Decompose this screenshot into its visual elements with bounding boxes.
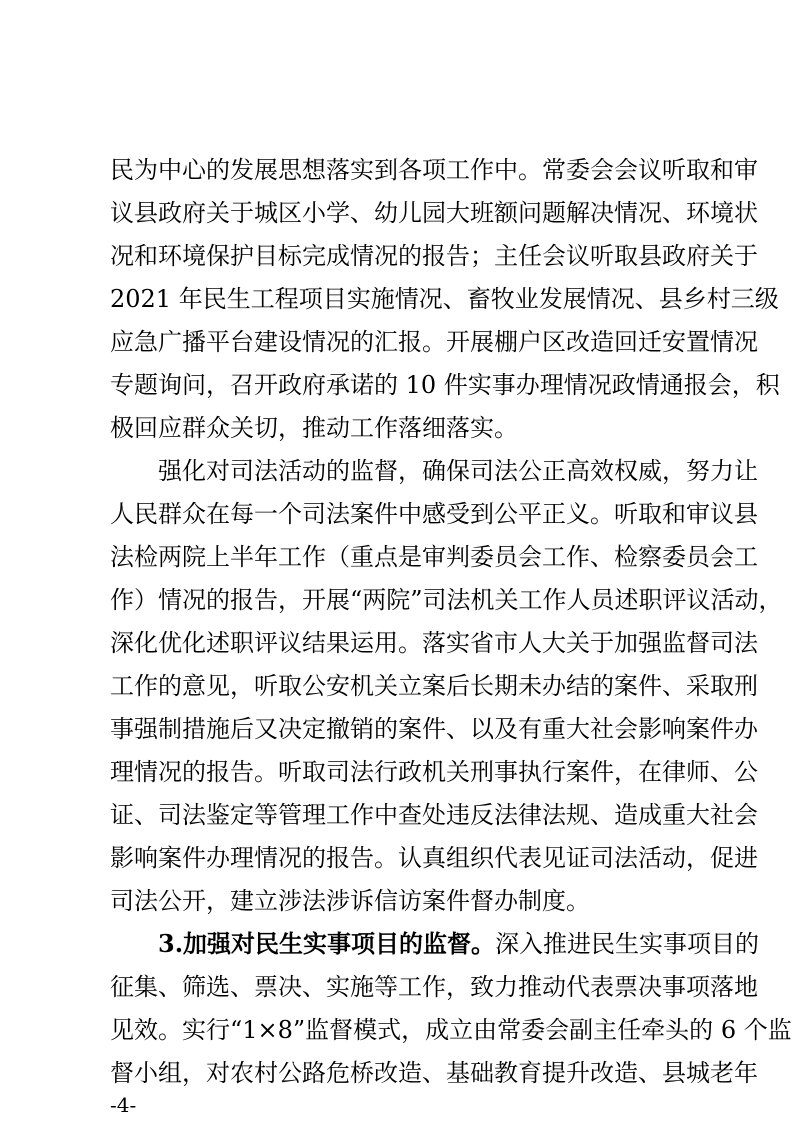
paragraph-2-line-9: 证、司法鉴定等管理工作中查处违反法律法规、造成重大社会 bbox=[110, 801, 758, 829]
paragraph-1-line-3: 况和环境保护目标完成情况的报告；主任会议听取县政府关于 bbox=[110, 242, 758, 270]
paragraph-3-first-line-rest: 深入推进民生实事项目的 bbox=[495, 930, 760, 958]
section-heading: 3.加强对民生实事项目的监督。 bbox=[158, 929, 496, 958]
paragraph-3-line-3: 见效。实行“1×8”监督模式，成立由常委会副主任牵头的 6 个监 bbox=[110, 1016, 792, 1044]
paragraph-2-line-8: 理情况的报告。听取司法行政机关刑事执行案件，在律师、公 bbox=[110, 758, 758, 786]
paragraph-1-line-2: 议县政府关于城区小学、幼儿园大班额问题解决情况、环境状 bbox=[110, 199, 758, 227]
paragraph-1-line-4: 2021 年民生工程项目实施情况、畜牧业发展情况、县乡村三级 bbox=[110, 285, 779, 313]
paragraph-2-line-7: 事强制措施后又决定撤销的案件、以及有重大社会影响案件办 bbox=[110, 715, 758, 743]
paragraph-1-line-6: 专题询问，召开政府承诺的 10 件实事办理情况政情通报会，积 bbox=[110, 371, 780, 399]
paragraph-2-line-11: 司法公开，建立涉法涉诉信访案件督办制度。 bbox=[110, 887, 590, 915]
paragraph-1-line-1: 民为中心的发展思想落实到各项工作中。常委会会议听取和审 bbox=[110, 156, 758, 184]
paragraph-1-line-7: 极回应群众关切，推动工作落细落实。 bbox=[110, 414, 518, 442]
paragraph-3-line-1 bbox=[158, 924, 760, 964]
paragraph-2-line-6: 工作的意见，听取公安机关立案后长期未办结的案件、采取刑 bbox=[110, 672, 758, 700]
paragraph-2-line-10: 影响案件办理情况的报告。认真组织代表见证司法活动，促进 bbox=[110, 844, 758, 872]
paragraph-2-line-1: 强化对司法活动的监督，确保司法公正高效权威，努力让 bbox=[158, 457, 758, 485]
paragraph-3-line-2: 征集、筛选、票决、实施等工作，致力推动代表票决事项落地 bbox=[110, 973, 758, 1001]
paragraph-3-line-4: 督小组，对农村公路危桥改造、基础教育提升改造、县城老年 bbox=[110, 1059, 758, 1087]
paragraph-2-line-4: 作）情况的报告，开展“两院”司法机关工作人员述职评议活动， bbox=[110, 586, 783, 614]
page-number: -4- bbox=[110, 1093, 137, 1117]
paragraph-1-line-5: 应急广播平台建设情况的汇报。开展棚户区改造回迁安置情况 bbox=[110, 328, 758, 356]
paragraph-2-line-5: 深化优化述职评议结果运用。落实省市人大关于加强监督司法 bbox=[110, 629, 758, 657]
paragraph-2-line-2: 人民群众在每一个司法案件中感受到公平正义。听取和审议县 bbox=[110, 500, 758, 528]
paragraph-2-line-3: 法检两院上半年工作（重点是审判委员会工作、检察委员会工 bbox=[110, 543, 758, 571]
